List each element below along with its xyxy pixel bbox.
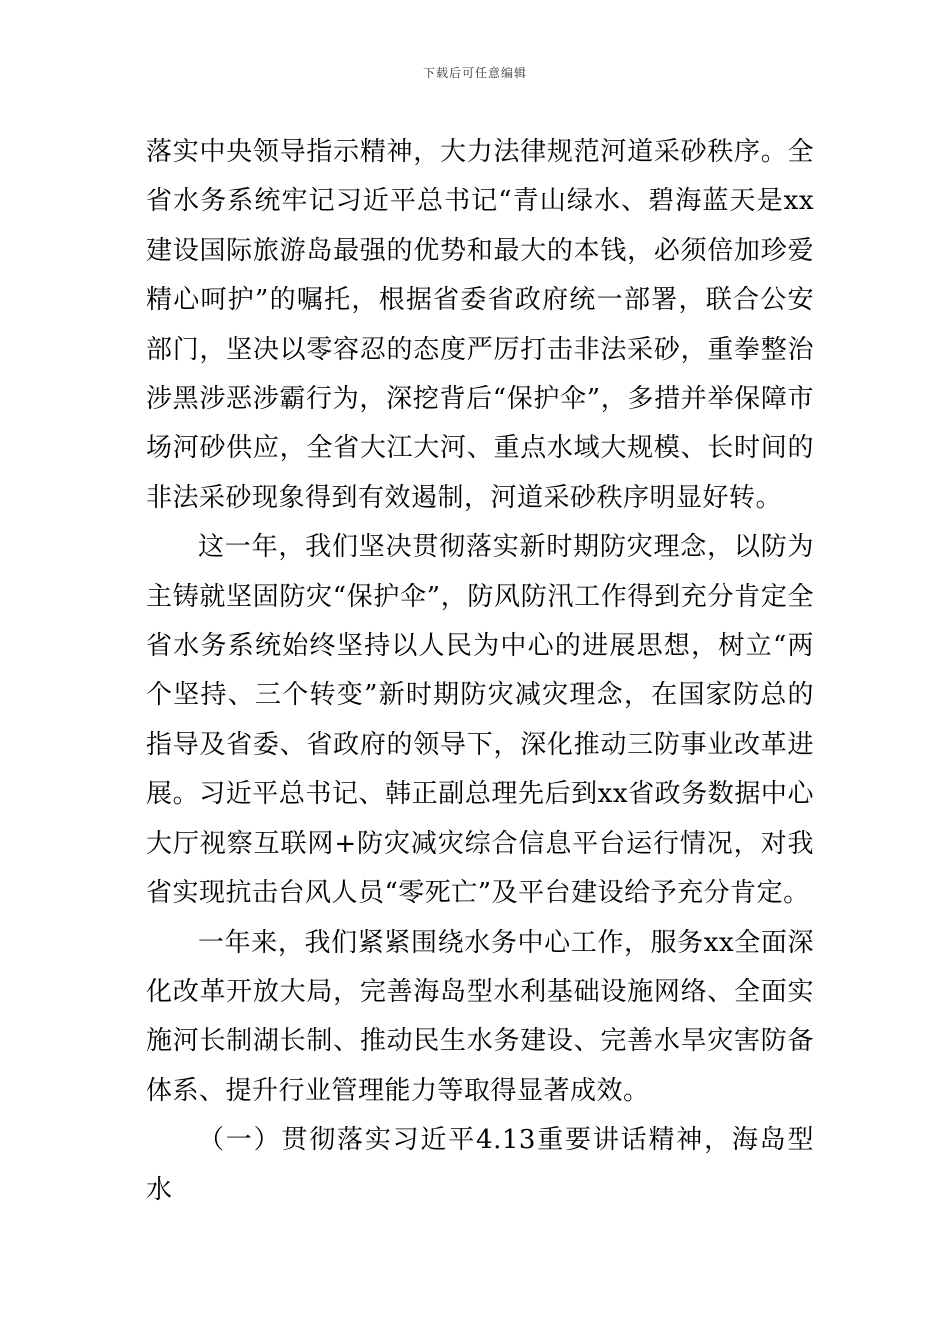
paragraph-sand-mining: 落实中央领导指示精神，大力法律规范河道采砂秩序。全省水务系统牢记习近平总书记“青山绿水、碧海蓝天是xx建设国际旅游岛最强的优势和最大的本钱，必须倍加珍爱精心呵护”的嘱托，根据省委省政府统一部署，联合公安部门，坚决以零容忍的态度严厉打击非法采砂，重拳整治涉黑涉恶涉霸行为，深挖背后“保护伞”，多措并举保障市场河砂供应，全省大江大河、重点水域大规模、长时间的非法采砂现象得到有效遏制，河道采砂秩序明显好转。: [146, 137, 814, 513]
document-body: [146, 128, 814, 1215]
paragraph-section-one-heading: （一）贯彻落实习近平4.13重要讲话精神，海岛型水: [146, 1125, 814, 1205]
paragraph-water-affairs-summary: 一年来，我们紧紧围绕水务中心工作，服务xx全面深化改革开放大局，完善海岛型水利基础设施网络、全面实施河长制湖长制、推动民生水务建设、完善水旱灾害防备体系、提升行业管理能力等取得显著成效。: [146, 927, 814, 1106]
page-header-note: 下载后可任意编辑: [422, 66, 527, 80]
paragraph-disaster-prevention: 这一年，我们坚决贯彻落实新时期防灾理念，以防为主铸就坚固防灾“保护伞”，防风防汛工作得到充分肯定全省水务系统始终坚持以人民为中心的进展思想，树立“两个坚持、三个转变”新时期防灾减灾理念，在国家防总的指导及省委、省政府的领导下，深化推动三防事业改革进展。习近平总书记、韩正副总理先后到xx省政务数据中心大厅视察互联网+防灾减灾综合信息平台运行情况，对我省实现抗击台风人员“零死亡”及平台建设给予充分肯定。: [146, 532, 814, 909]
